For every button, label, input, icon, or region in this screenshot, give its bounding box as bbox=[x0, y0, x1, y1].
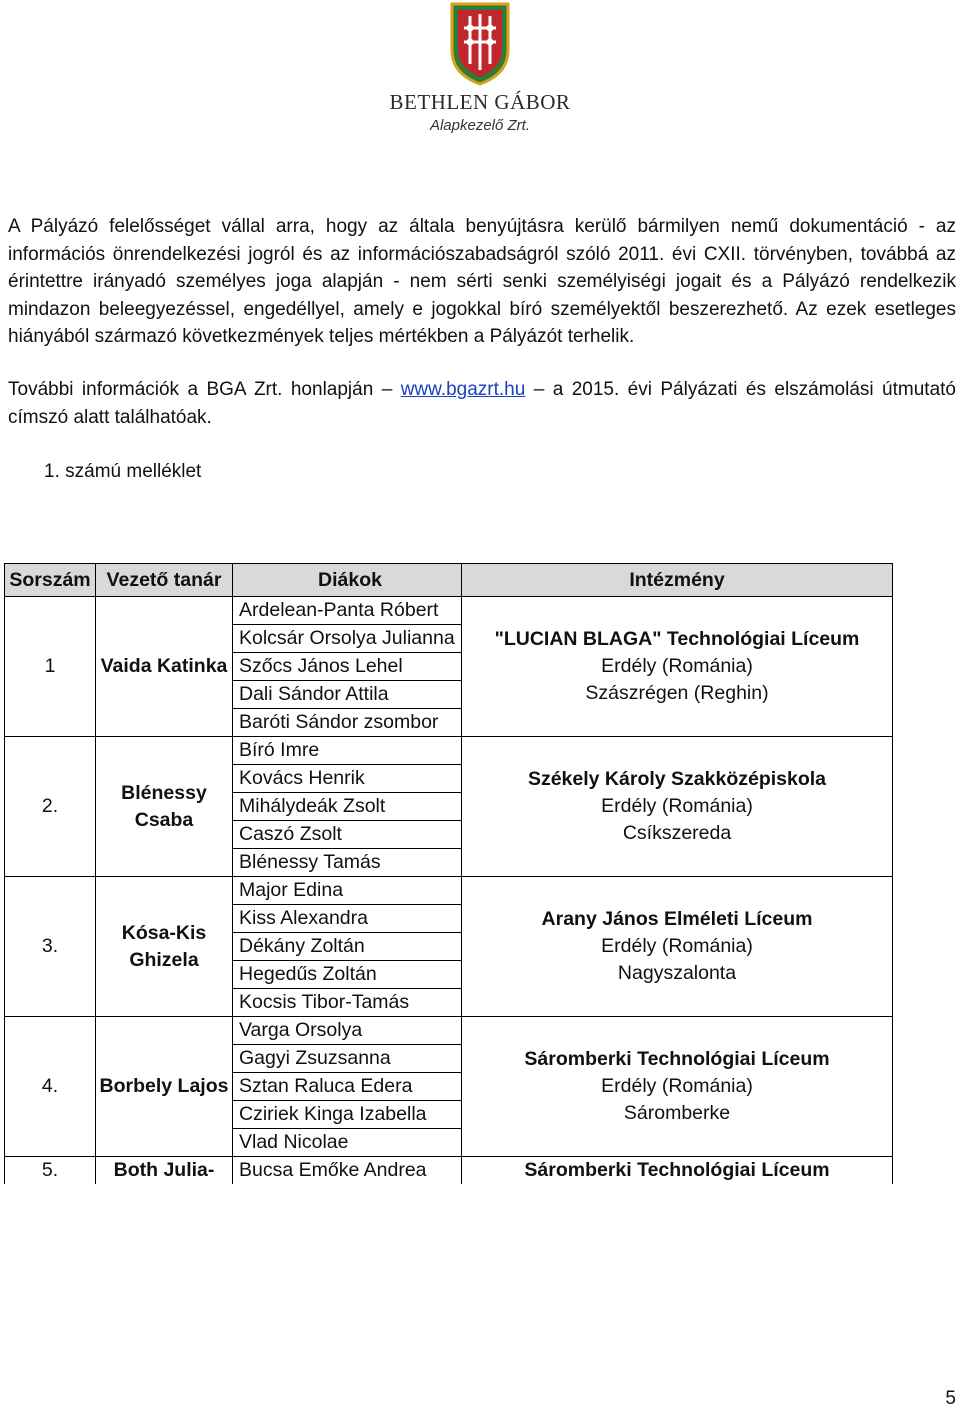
page-number: 5 bbox=[945, 1388, 956, 1409]
row-number: 3. bbox=[5, 877, 96, 1017]
student-name: Hegedűs Zoltán bbox=[233, 961, 462, 989]
liability-paragraph bbox=[8, 213, 956, 351]
row-teacher: Borbely Lajos bbox=[96, 1017, 233, 1157]
info-text bbox=[8, 376, 956, 431]
institution-name: "LUCIAN BLAGA" Technológiai Líceum bbox=[494, 628, 860, 650]
header-number: Sorszám bbox=[5, 564, 96, 597]
info-text-before: További információk a BGA Zrt. honlapján – bbox=[8, 379, 401, 400]
header-students: Diákok bbox=[233, 564, 462, 597]
institution-city: Szászrégen (Reghin) bbox=[585, 682, 769, 704]
student-name: Ardelean-Panta Róbert bbox=[233, 597, 462, 625]
student-name: Vlad Nicolae bbox=[233, 1129, 462, 1157]
institution-name: Székely Károly Szakközépiskola bbox=[527, 768, 827, 790]
table-row bbox=[5, 597, 893, 625]
student-name: Szőcs János Lehel bbox=[233, 653, 462, 681]
student-name: Bucsa Emőke Andrea bbox=[233, 1157, 462, 1185]
institution-city: Nagyszalonta bbox=[617, 962, 737, 984]
institution-region: Erdély (Románia) bbox=[601, 795, 753, 817]
info-paragraph bbox=[8, 376, 956, 431]
institution-city: Sáromberke bbox=[623, 1102, 731, 1124]
liability-text: A Pályázó felelősséget vállal arra, hogy az általa benyújtásra kerülő bármilyen nemű dokumentáció - az információs önrendelkezési jogról és az információszabadságról szóló 2011. évi CXII. törvényben, továbbá az érintettre irányadó személyes joga alapján - nem sérti senki személyiségi jogait és a Pályázó rendelkezik mindazon beleegyezéssel, engedéllyel, amely e jogokkal bíró személyektől beszerezhető. Az ezek esetleges hiányából származó következmények teljes mértékben a Pályázót terhelik. bbox=[8, 216, 956, 347]
row-teacher: Vaida Katinka bbox=[96, 597, 233, 737]
participants-table bbox=[4, 563, 893, 1184]
row-institution bbox=[462, 1017, 893, 1157]
institution-region: Erdély (Románia) bbox=[601, 935, 753, 957]
row-number: 1 bbox=[5, 597, 96, 737]
student-name: Bíró Imre bbox=[233, 737, 462, 765]
annex-label bbox=[8, 458, 956, 486]
row-teacher: Both Julia- bbox=[96, 1157, 233, 1185]
institution-name: Sáromberki Technológiai Líceum bbox=[524, 1048, 830, 1070]
row-institution bbox=[462, 1157, 893, 1185]
logo-subtitle: Alapkezelő Zrt. bbox=[429, 117, 531, 134]
student-name: Gagyi Zsuzsanna bbox=[233, 1045, 462, 1073]
table-row bbox=[5, 1017, 893, 1045]
student-name: Major Edina bbox=[233, 877, 462, 905]
student-name: Sztan Raluca Edera bbox=[233, 1073, 462, 1101]
student-name: Cziriek Kinga Izabella bbox=[233, 1101, 462, 1129]
info-text-after: – a 2015. évi Pályázati és elszámolási útmutató címszó alatt találhatóak. bbox=[8, 379, 956, 428]
row-number: 4. bbox=[5, 1017, 96, 1157]
student-name: Baróti Sándor zsombor bbox=[233, 709, 462, 737]
institution-name: Sáromberki Technológiai Líceum bbox=[524, 1159, 830, 1181]
row-number: 2. bbox=[5, 737, 96, 877]
institution-region: Erdély (Románia) bbox=[601, 655, 753, 677]
student-name: Kovács Henrik bbox=[233, 765, 462, 793]
student-name: Mihálydeák Zsolt bbox=[233, 793, 462, 821]
logo-name: BETHLEN GÁBOR bbox=[389, 90, 571, 114]
student-name: Kolcsár Orsolya Julianna bbox=[233, 625, 462, 653]
row-teacher: Kósa-Kis Ghizela bbox=[96, 877, 233, 1017]
row-institution bbox=[462, 597, 893, 737]
table-row bbox=[5, 737, 893, 765]
student-name: Kiss Alexandra bbox=[233, 905, 462, 933]
institution-name: Arany János Elméleti Líceum bbox=[541, 908, 813, 930]
student-name: Varga Orsolya bbox=[233, 1017, 462, 1045]
bgazrt-link[interactable]: www.bgazrt.hu bbox=[400, 379, 526, 400]
student-name: Kocsis Tibor-Tamás bbox=[233, 989, 462, 1017]
bga-logo bbox=[380, 0, 580, 140]
table-header-row bbox=[5, 564, 893, 597]
annex-label-text: 1. számú melléklet bbox=[44, 461, 202, 482]
student-name: Dali Sándor Attila bbox=[233, 681, 462, 709]
shield-emblem-icon bbox=[448, 0, 512, 86]
student-name: Dékány Zoltán bbox=[233, 933, 462, 961]
row-teacher: Blénessy Csaba bbox=[96, 737, 233, 877]
student-name: Blénessy Tamás bbox=[233, 849, 462, 877]
institution-city: Csíkszereda bbox=[622, 822, 732, 844]
row-number: 5. bbox=[5, 1157, 96, 1185]
row-institution bbox=[462, 737, 893, 877]
table-row bbox=[5, 1157, 893, 1185]
header-teacher: Vezető tanár bbox=[96, 564, 233, 597]
row-institution bbox=[462, 877, 893, 1017]
header-institution: Intézmény bbox=[462, 564, 893, 597]
student-name: Caszó Zsolt bbox=[233, 821, 462, 849]
table-row bbox=[5, 877, 893, 905]
institution-region: Erdély (Románia) bbox=[601, 1075, 753, 1097]
